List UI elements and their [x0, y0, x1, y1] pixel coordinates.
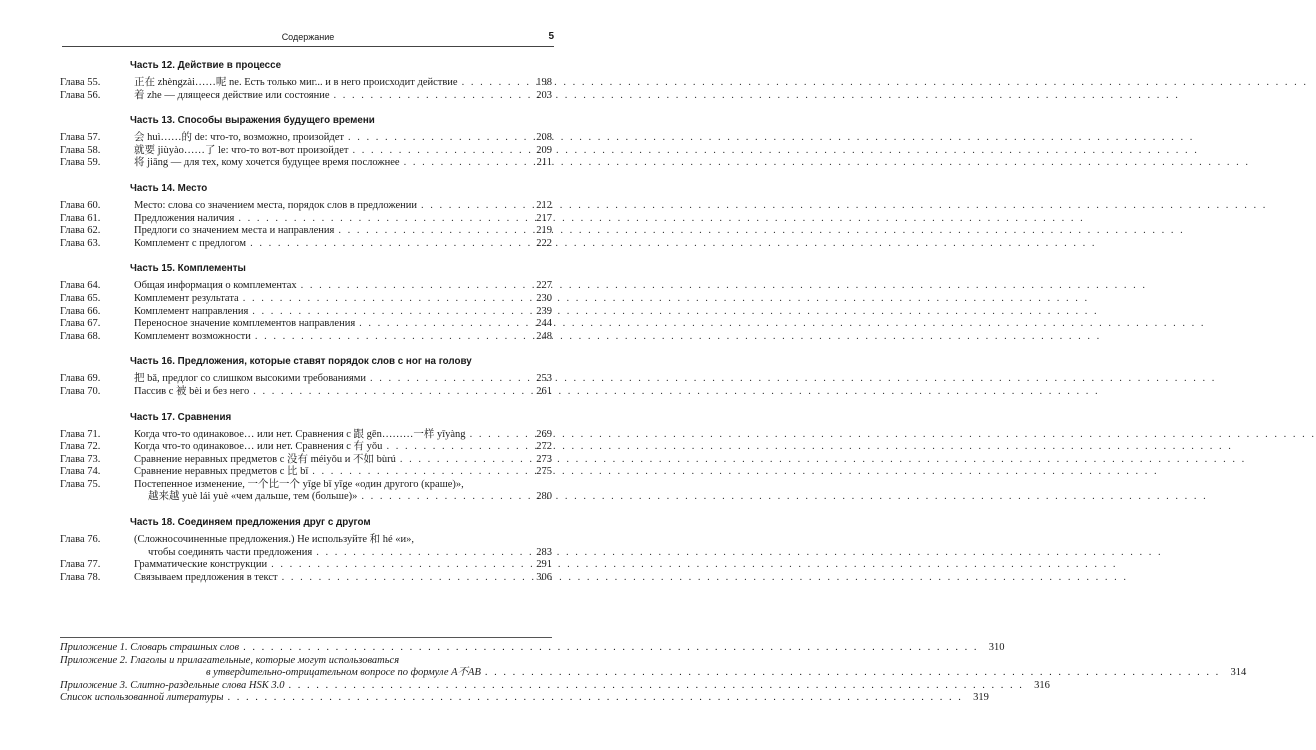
chapter-label: Глава 76.: [60, 534, 101, 546]
dot-leader: [282, 572, 1128, 585]
chapter-page: 239: [536, 305, 552, 317]
toc-entry[interactable]: [60, 454, 552, 467]
chapter-label: Глава 71.: [60, 428, 101, 440]
chapter-label: Глава 70.: [60, 385, 101, 397]
chapter-label: Глава 78.: [60, 571, 101, 583]
chapter-page: 222: [536, 237, 552, 249]
toc-part: [60, 57, 552, 102]
chapter-label: Глава 77.: [60, 559, 101, 571]
toc-entry[interactable]: [60, 373, 552, 386]
part-title: Часть 15. Комплементы: [130, 263, 246, 275]
appendix-title: Список использованной литературы: [60, 692, 224, 704]
appendix-title: Приложение 3. Слитно-раздельные слова HSK 3.0: [60, 679, 285, 691]
chapter-label: Глава 55.: [60, 77, 101, 88]
toc-part: [60, 112, 552, 170]
dot-leader: [243, 642, 978, 655]
chapter-label: [60, 547, 148, 560]
dot-leader: [253, 386, 1099, 399]
running-header: [62, 32, 554, 47]
chapter-page: 306: [536, 571, 552, 583]
dot-leader: [400, 454, 1246, 467]
chapter-title: Комплемент результата: [134, 292, 239, 304]
toc-entry[interactable]: [60, 331, 552, 344]
toc-entry[interactable]: [60, 318, 552, 331]
appendix-list: [60, 637, 1247, 705]
toc-entry[interactable]: [60, 534, 552, 547]
appendix-title: Приложение 1. Словарь страшных слов: [60, 642, 240, 653]
toc-entry[interactable]: [60, 225, 552, 238]
dot-leader: [243, 293, 1089, 306]
chapter-title: Постепенное изменение, 一个比一个 yīge bǐ yīge «один другого (краше)»,: [134, 478, 464, 490]
chapter-page: 248: [536, 330, 552, 342]
appendix-entry[interactable]: [60, 667, 1247, 680]
part-title: Часть 17. Сравнения: [130, 411, 232, 423]
dot-leader: [470, 429, 1316, 442]
chapter-page: 244: [536, 318, 552, 330]
chapter-title: Сравнение неравных предметов с 比 bǐ: [134, 466, 309, 478]
dot-leader: [361, 491, 1207, 504]
chapter-page: 283: [536, 546, 552, 558]
chapter-title: Связываем предложения в текст: [134, 571, 278, 583]
toc-entry[interactable]: [60, 132, 552, 145]
chapter-title: 会 huì……的 de: что-то, возможно, произойдет: [134, 132, 344, 144]
chapter-page: 280: [536, 491, 552, 503]
toc-entry[interactable]: [60, 200, 552, 213]
chapter-label: [60, 491, 148, 504]
toc-entry[interactable]: [60, 466, 552, 479]
chapter-title: Предлоги со значением места и направления: [134, 225, 335, 237]
dot-leader: [250, 238, 1096, 251]
dot-leader: [312, 466, 1158, 479]
chapter-title: 就要 jiùyào……了 le: что-то вот-вот произойдет: [134, 144, 349, 156]
part-title: Часть 18. Соединяем предложения друг с другом: [130, 517, 371, 529]
table-of-contents: [60, 47, 552, 584]
chapter-page: 208: [536, 132, 552, 144]
toc-part: [60, 260, 552, 343]
chapter-title: Общая информация о комплементах: [134, 280, 297, 292]
chapter-page: 273: [536, 453, 552, 465]
chapter-label: Глава 66.: [60, 305, 101, 317]
toc-entry[interactable]: [60, 441, 552, 454]
appendix-page: 310: [988, 642, 1005, 653]
chapter-page: 209: [536, 144, 552, 156]
chapter-title: Пассив с 被 bèi и без него: [134, 385, 250, 397]
chapter-page: 227: [536, 280, 552, 292]
toc-entry[interactable]: [60, 491, 552, 504]
appendix-entry[interactable]: [60, 642, 1005, 655]
dot-leader: [485, 667, 1220, 680]
chapter-label: Глава 64.: [60, 280, 101, 292]
chapter-page: 217: [536, 212, 552, 224]
appendix-title: в утвердительно-отрицательном вопросе по формуле A不AB: [206, 667, 481, 679]
chapter-label: Глава 74.: [60, 466, 101, 478]
toc-entry[interactable]: [60, 77, 552, 90]
chapter-label: Глава 63.: [60, 237, 101, 249]
chapter-title: 越来越 yuè lái yuè «чем дальше, тем (больше)»: [148, 491, 358, 503]
chapter-label: Глава 57.: [60, 132, 101, 144]
dot-leader: [338, 225, 1184, 238]
part-title: Часть 14. Место: [130, 182, 208, 194]
chapter-title: Когда что-то одинаковое… или нет. Сравнения с 跟 gēn………一样 yīyàng: [134, 428, 466, 440]
toc-entry[interactable]: [60, 280, 552, 293]
appendix-page: 319: [973, 692, 989, 704]
chapter-page: 272: [536, 441, 552, 453]
dot-leader: [348, 132, 1194, 145]
chapter-title: 着 zhe — длящееся действие или состояние: [134, 89, 330, 101]
dot-leader: [359, 318, 1205, 331]
chapter-page: 230: [536, 292, 552, 304]
toc-entry[interactable]: [60, 157, 552, 170]
toc-part: [60, 180, 552, 250]
chapter-page: 275: [536, 466, 552, 478]
appendix-title: Приложение 2. Глаголы и прилагательные, которые могут использоваться: [60, 654, 400, 666]
chapter-title: Комплемент возможности: [134, 330, 251, 342]
chapter-title: 正在 zhèngzài……呢 ne. Есть только миг... и в него происходит действие: [134, 77, 458, 88]
dot-leader: [289, 680, 1024, 693]
toc-entry[interactable]: [60, 90, 552, 103]
appendix-entry[interactable]: [60, 679, 1050, 693]
toc-entry[interactable]: [60, 429, 552, 442]
dot-leader: [301, 280, 1147, 293]
chapter-label: Глава 60.: [60, 199, 101, 211]
chapter-page: [530, 534, 552, 547]
chapter-label: Глава 69.: [60, 373, 101, 385]
toc-entry[interactable]: [60, 293, 552, 306]
chapter-title: Комплемент направления: [134, 305, 249, 317]
chapter-title: 把 bǎ, предлог со слишком высокими требованиями: [134, 373, 367, 385]
chapter-label: Глава 72.: [60, 441, 101, 453]
appendix-page: [530, 655, 552, 668]
toc-entry[interactable]: [60, 386, 552, 399]
part-title: Часть 13. Способы выражения будущего времени: [130, 115, 375, 127]
dot-leader: [370, 373, 1216, 386]
appendix-page: 316: [1034, 679, 1050, 691]
chapter-page: [530, 479, 552, 492]
toc-part: [60, 353, 552, 398]
toc-part: [60, 514, 552, 584]
dot-leader: [255, 331, 1101, 344]
toc-entry[interactable]: [60, 572, 552, 585]
chapter-label: Глава 73.: [60, 453, 101, 465]
toc-entry[interactable]: [60, 145, 552, 158]
chapter-page: 219: [536, 225, 552, 237]
toc-entry[interactable]: [60, 559, 552, 572]
chapter-title: Когда что-то одинаковое… или нет. Сравнения с 有 yǒu: [134, 441, 383, 453]
dot-leader: [353, 145, 1199, 158]
chapter-title: Предложения наличия: [134, 212, 235, 224]
dot-leader: [227, 692, 962, 705]
chapter-title: Место: слова со значением места, порядок слов в предложении: [134, 199, 417, 211]
chapter-page: 261: [536, 385, 552, 397]
appendix-entry[interactable]: [60, 655, 552, 668]
header-title: Содержание: [281, 32, 335, 42]
chapter-title: (Сложносочиненные предложения.) Не используйте 和 hé «и»,: [134, 534, 415, 546]
chapter-page: 203: [536, 89, 552, 101]
chapter-label: Глава 61.: [60, 212, 101, 224]
appendix-entry[interactable]: [60, 692, 989, 705]
chapter-title: 将 jiāng — для тех, кому хочется будущее время посложнее: [134, 157, 400, 169]
toc-entry[interactable]: [60, 547, 552, 560]
chapter-title: чтобы соединять части предложения: [148, 546, 313, 558]
dot-leader: [271, 559, 1117, 572]
toc-entry[interactable]: [60, 238, 552, 251]
chapter-page: 198: [536, 77, 552, 88]
chapter-label: Глава 65.: [60, 292, 101, 304]
chapter-label: Глава 58.: [60, 144, 101, 156]
dot-leader: [386, 441, 1232, 454]
chapter-page: 211: [536, 157, 552, 169]
appendix-page: 314: [1230, 667, 1247, 679]
toc-entry[interactable]: [60, 213, 552, 226]
chapter-label: Глава 67.: [60, 318, 101, 330]
chapter-label: Глава 62.: [60, 225, 101, 237]
chapter-page: 253: [536, 373, 552, 385]
chapter-title: Переносное значение комплементов направления: [134, 318, 356, 330]
dot-leader: [462, 77, 1308, 90]
part-title: Часть 16. Предложения, которые ставят порядок слов с ног на голову: [130, 356, 472, 368]
dot-leader: [334, 90, 1180, 103]
chapter-label: Глава 56.: [60, 89, 101, 101]
toc-entry[interactable]: [60, 479, 552, 492]
chapter-page: 212: [536, 199, 552, 211]
chapter-title: Сравнение неравных предметов с 没有 méiyǒu и 不如 bùrú: [134, 453, 396, 465]
toc-part: [60, 409, 552, 505]
chapter-page: 269: [536, 428, 552, 440]
dot-leader: [316, 547, 1162, 560]
chapter-title: Грамматические конструкции: [134, 559, 268, 571]
chapter-label: Глава 59.: [60, 157, 101, 169]
page-number: 5: [548, 31, 554, 42]
chapter-label: Глава 75.: [60, 478, 101, 490]
toc-entry[interactable]: [60, 306, 552, 319]
chapter-page: 291: [536, 559, 552, 571]
dot-leader: [252, 306, 1098, 319]
part-title: Часть 12. Действие в процессе: [130, 60, 282, 71]
dot-leader: [238, 213, 1084, 226]
chapter-title: Комплемент с предлогом: [134, 237, 247, 249]
chapter-label: Глава 68.: [60, 330, 101, 342]
